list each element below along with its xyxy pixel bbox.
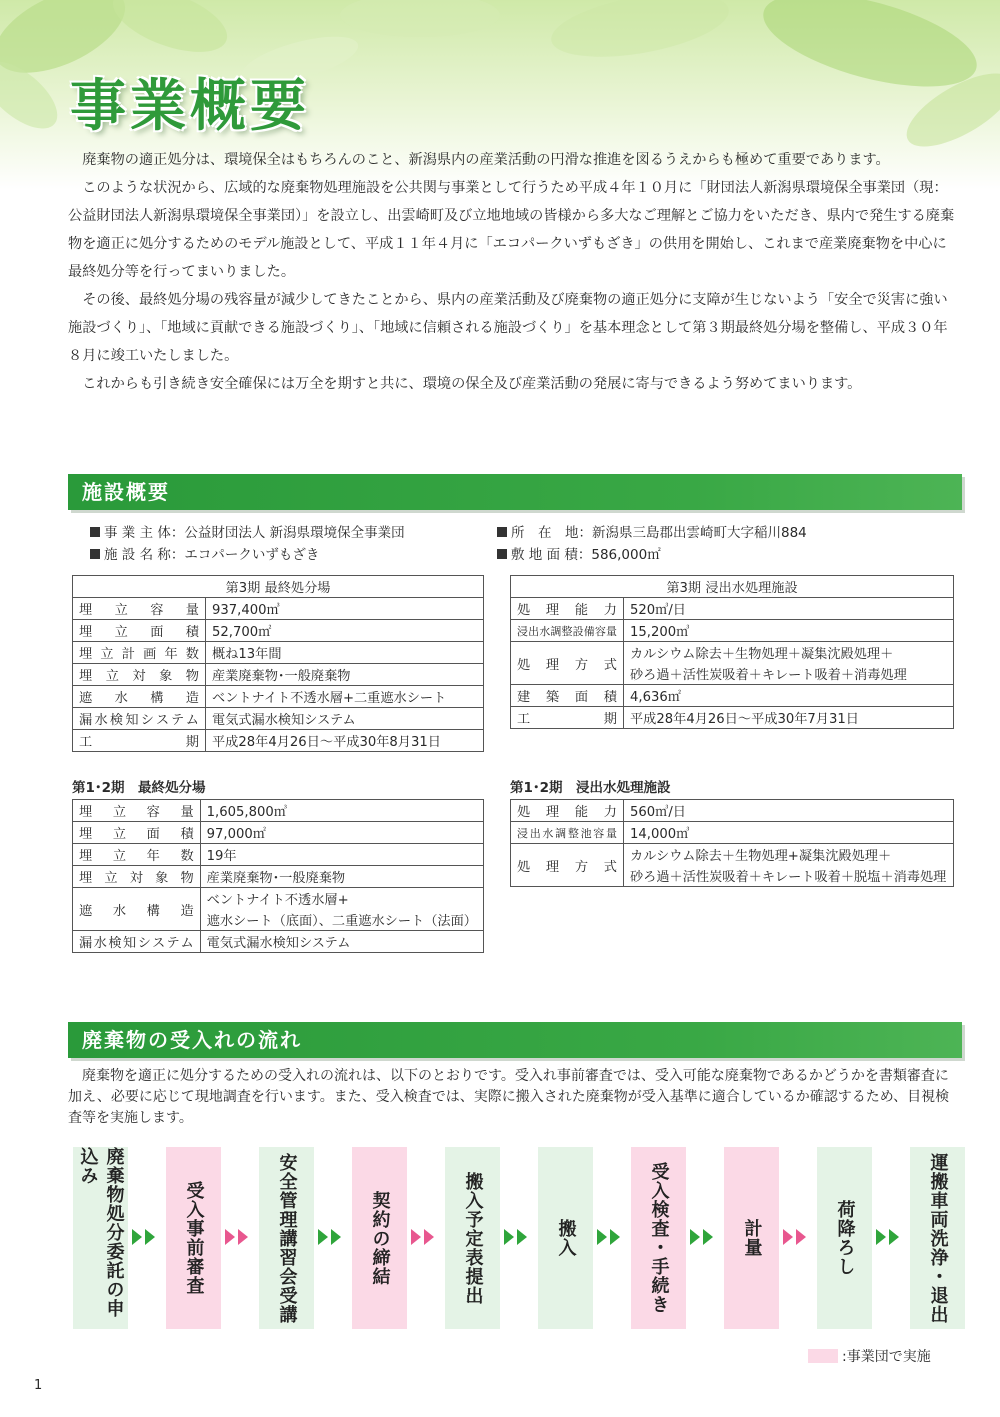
table-row: 処理能力 560㎥/日: [511, 800, 954, 822]
table-row: 埋立面積 97,000㎡: [73, 822, 484, 844]
phase3-leachate-table: [510, 575, 954, 729]
intro-text: [68, 146, 960, 398]
page-title: 事業概要: [70, 74, 310, 139]
table-row: 漏水検知システム 電気式漏水検知システム: [73, 931, 484, 953]
table-row: 工期 平成28年4月26日～平成30年7月31日: [511, 707, 954, 729]
bullet-square-icon: [90, 527, 100, 537]
double-chevron-icon: [130, 1226, 160, 1248]
table-row: 埋立年数 19年: [73, 844, 484, 866]
fact-location: 所 在 地：新潟県三島郡出雲崎町大字稲川884: [497, 522, 807, 544]
double-chevron-icon: [688, 1226, 718, 1248]
phase12-leachate-table: [510, 799, 954, 887]
table-row: 浸出水調整池容量 14,000㎥: [511, 822, 954, 844]
table-row: 埋立面積 52,700㎡: [73, 620, 484, 642]
double-chevron-icon: [409, 1226, 439, 1248]
page-number: 1: [34, 1378, 43, 1393]
fact-name: 施 設 名 称：エコパークいずもざき: [90, 544, 405, 566]
flow-step-safety-training: 安全管理講習会受講: [259, 1147, 314, 1329]
flow-step-application: 廃棄物処分委託の申込み: [73, 1147, 128, 1329]
flow-description: 廃棄物を適正に処分するための受入れの流れは、以下のとおりです。受入れ事前審査では、受入可能な廃棄物であるかどうかを書類審査に加え、必要に応じて現地調査を行います。また、受入検査では、実際に搬入された廃棄物が受入基準に適合しているか確認するため、目視検査等を実施します。: [68, 1068, 950, 1126]
table-row: 漏水検知システム 電気式漏水検知システム: [73, 708, 484, 730]
table-row: 砂ろ過＋活性炭吸着＋キレート吸着＋消毒処理: [511, 663, 954, 685]
facility-facts-right: [497, 522, 807, 566]
intro-paragraph: その後、最終処分場の残容量が減少してきたことから、県内の産業活動及び廃棄物の適正処分に支障が生じないよう「安全で災害に強い施設づくり」、「地域に貢献できる施設づくり」、「地域に信頼される施設づくり」を基本理念として第３期最終処分場を整備し、平成３０年８月に竣工いたしました。: [68, 292, 948, 364]
legend-swatch: [808, 1349, 838, 1363]
flow-heading: 廃棄物の受入れの流れ: [68, 1022, 962, 1058]
table-row: 埋立対象物 産業廃棄物･一般廃棄物: [73, 866, 484, 888]
intro-paragraph: このような状況から、広域的な廃棄物処理施設を公共関与事業として行うため平成４年１０月に「財団法人新潟県環境保全事業団（現：公益財団法人新潟県環境保全事業団）」を設立し、出雲崎町及び立地地域の皆様から多大なご理解とご協力をいただき、県内で発生する廃棄物を適正に処分するためのモデル施設として、平成１１年４月に「エコパークいずもざき」の供用を開始し、これまで産業廃棄物を中心に最終処分等を行ってまいりました。: [68, 180, 955, 280]
flow-step-weighing: 計量: [724, 1147, 779, 1329]
table-row: 遮水構造 ベントナイト不透水層+: [73, 888, 484, 910]
bullet-square-icon: [90, 549, 100, 559]
flow-step-schedule-submission: 搬入予定表提出: [445, 1147, 500, 1329]
flow-step-delivery: 搬入: [538, 1147, 593, 1329]
table-row: 埋立容量 1,605,800㎥: [73, 800, 484, 822]
table-row: 埋立計画年数 概ね13年間: [73, 642, 484, 664]
table-row: 処理能力 520㎥/日: [511, 598, 954, 620]
double-chevron-icon: [502, 1226, 532, 1248]
table-title: 第3期 浸出水処理施設: [511, 576, 954, 598]
table-title: 第3期 最終処分場: [73, 576, 484, 598]
double-chevron-icon: [781, 1226, 811, 1248]
phase3-landfill-table: [72, 575, 484, 752]
table-row: 埋立対象物 産業廃棄物･一般廃棄物: [73, 664, 484, 686]
table-row: 処理方式 カルシウム除去＋生物処理＋凝集沈殿処理＋: [511, 642, 954, 664]
phase12-leachate-title: 第1･2期 浸出水処理施設: [510, 780, 671, 796]
table-row: 遮水シート（底面）、二重遮水シート（法面）: [73, 909, 484, 931]
double-chevron-icon: [316, 1226, 346, 1248]
table-row: 処理方式 カルシウム除去＋生物処理+凝集沈殿処理＋: [511, 844, 954, 866]
flow-step-pre-screening: 受入事前審査: [166, 1147, 221, 1329]
double-chevron-icon: [595, 1226, 625, 1248]
flow-step-inspection: 受入検査・手続き: [631, 1147, 686, 1329]
bullet-square-icon: [497, 527, 507, 537]
table-row: 浸出水調整設備容量 15,200㎥: [511, 620, 954, 642]
flow-step-contract: 契約の締結: [352, 1147, 407, 1329]
facility-facts-left: [90, 522, 405, 566]
flow-step-unloading: 荷降ろし: [817, 1147, 872, 1329]
fact-area: 敷 地 面 積：586,000㎡: [497, 544, 807, 566]
phase12-landfill-title: 第1･2期 最終処分場: [72, 780, 206, 796]
table-row: 工期 平成28年4月26日～平成30年8月31日: [73, 730, 484, 752]
bullet-square-icon: [497, 549, 507, 559]
table-row: 砂ろ過＋活性炭吸着＋キレート吸着＋脱塩＋消毒処理: [511, 865, 954, 887]
facility-heading: 施設概要: [68, 474, 962, 510]
flow-step-wash-exit: 運搬車両洗浄・退出: [910, 1147, 965, 1329]
intro-paragraph: これからも引き続き安全確保には万全を期すと共に、環境の保全及び産業活動の発展に寄与できるよう努めてまいります。: [82, 376, 862, 392]
fact-operator: 事 業 主 体：公益財団法人 新潟県環境保全事業団: [90, 522, 405, 544]
intro-paragraph: 廃棄物の適正処分は、環境保全はもちろんのこと、新潟県内の産業活動の円滑な推進を図るうえからも極めて重要であります。: [82, 152, 890, 168]
phase12-landfill-table: [72, 799, 484, 953]
table-row: 建築面積 4,636㎡: [511, 685, 954, 707]
double-chevron-icon: [874, 1226, 904, 1248]
table-row: 遮水構造 ベントナイト不透水層+二重遮水シート: [73, 686, 484, 708]
double-chevron-icon: [223, 1226, 253, 1248]
legend: :事業団で実施: [808, 1346, 931, 1366]
table-row: 埋立容量 937,400㎥: [73, 598, 484, 620]
